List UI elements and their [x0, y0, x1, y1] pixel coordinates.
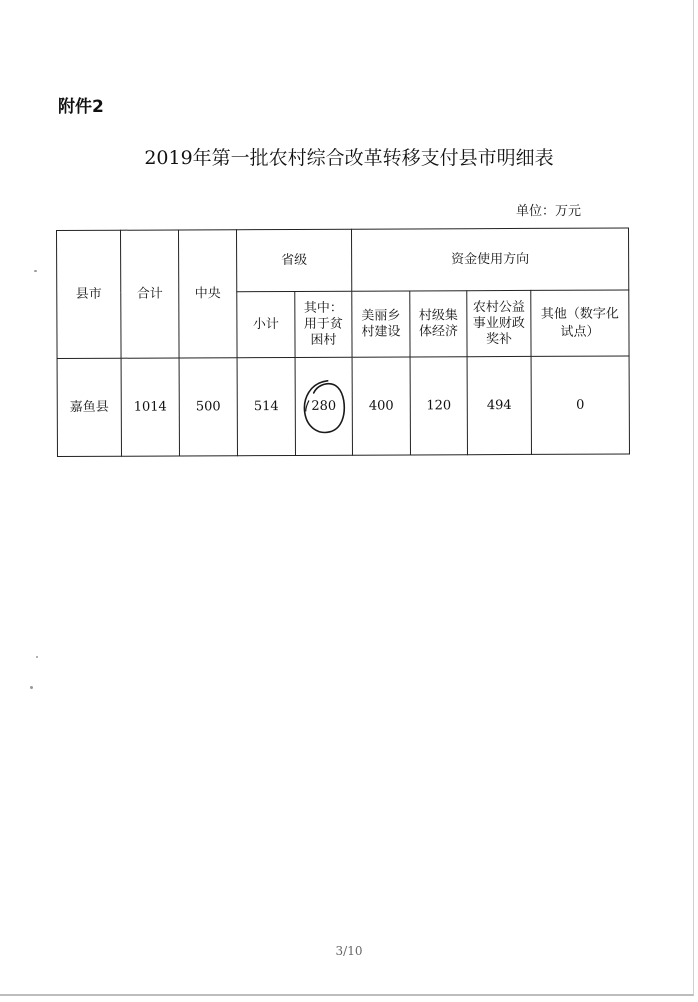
scan-speck	[34, 270, 37, 272]
cell-county: 嘉鱼县	[57, 358, 121, 456]
attachment-label: 附件2	[58, 97, 104, 117]
header-provincial-subtotal: 小计	[237, 291, 295, 357]
scan-speck	[36, 656, 38, 658]
cell-village-economy: 120	[410, 357, 467, 455]
header-poor-village-text: 其中：用于贫困村	[303, 300, 343, 348]
header-total: 合计	[121, 230, 180, 358]
cell-other: 0	[531, 356, 629, 454]
cell-total: 1014	[121, 358, 179, 456]
cell-beautiful-village: 400	[352, 357, 410, 455]
header-village-economy-text: 村级集体经济	[418, 307, 458, 339]
header-public-welfare	[467, 290, 531, 356]
page-title: 2019年第一批农村综合改革转移支付县市明细表	[144, 147, 554, 169]
header-poor-village	[295, 291, 352, 357]
page-number: 3/10	[335, 944, 363, 958]
header-provincial: 省级	[237, 229, 352, 292]
cell-central: 500	[179, 358, 237, 456]
cell-public-welfare: 494	[467, 356, 531, 454]
header-public-welfare-text: 农村公益事业财政奖补	[472, 299, 525, 347]
unit-label: 单位：万元	[516, 204, 582, 219]
header-other	[531, 290, 629, 356]
header-other-text: 其他（数字化试点）	[540, 306, 619, 340]
scan-speck	[30, 686, 33, 689]
header-beautiful-village-text: 美丽乡村建设	[361, 307, 401, 340]
detail-table	[56, 227, 630, 456]
header-village-economy	[410, 291, 467, 357]
header-beautiful-village	[352, 291, 410, 357]
cell-poor-village-value: 280	[311, 398, 337, 414]
table-row	[57, 356, 629, 456]
cell-poor-village	[295, 357, 352, 455]
header-county: 县市	[57, 230, 122, 358]
cell-provincial-subtotal: 514	[237, 357, 295, 455]
header-central: 中央	[179, 230, 238, 358]
header-fund-usage: 资金使用方向	[352, 228, 629, 291]
